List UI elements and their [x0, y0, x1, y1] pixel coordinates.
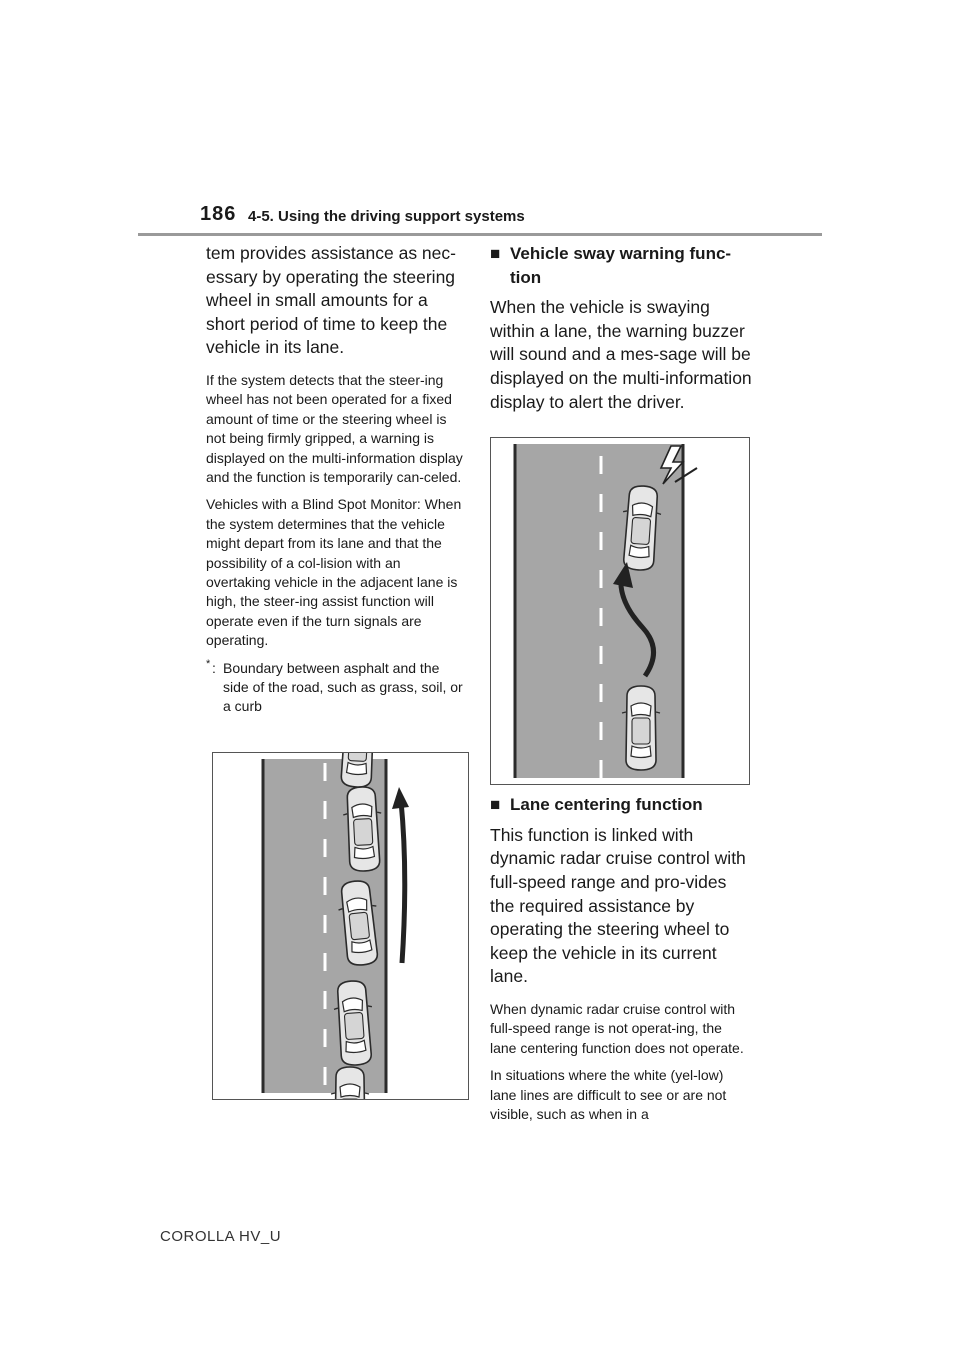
- arrow-head-icon: [392, 787, 409, 809]
- vehicle-sway-paragraph: When the vehicle is swaying within a lane, the warning buzzer will sound and a mes-sage will be displayed on the multi-information display to alert the driver.: [490, 297, 752, 412]
- bullet-square-icon: ■: [490, 795, 501, 815]
- left-column: [206, 242, 468, 717]
- note-blind-spot-monitor: Vehicles with a Blind Spot Monitor: When the system determines that the vehicle might depart from its lane and that the possibility of a col-lision with an overtaking vehicle in the adjacent lane is high, the steer-ing assist function will operate even if the turn signals are operating.: [206, 496, 462, 649]
- bullet-square-icon: ■: [490, 244, 501, 263]
- section-title: 4-5. Using the driving support systems: [248, 208, 525, 225]
- heading-vehicle-sway: [490, 242, 752, 289]
- footnote-marker: *: [206, 657, 211, 670]
- figure-vehicle-sway: [490, 437, 750, 785]
- car-icon: [622, 686, 660, 770]
- heading-vehicle-sway-text: Vehicle sway warning func-tion: [510, 244, 732, 287]
- vehicle-sway-illustration: [491, 438, 749, 784]
- note-steering-not-operated: If the system detects that the steer-ing wheel has not been operated for a fixed amount of time or the steering wheel is not being firmly gripped, a warning is displayed on the multi-information display and the function is temporarily can-celed.: [206, 371, 463, 485]
- steering-assist-illustration: [213, 753, 468, 1099]
- note-radar-cruise: When dynamic radar cruise control with full-speed range is not operat-ing, the lane centering function does not operate.: [490, 1000, 744, 1056]
- footnote: * : Boundary between asphalt and the side of the road, such as grass, soil, or a curb: [206, 659, 468, 717]
- lane-centering-paragraph: This function is linked with dynamic radar cruise control with full-speed range and pro-vides the required assistance by operating the steering wheel to keep the vehicle in its current lane.: [490, 824, 746, 987]
- footer-model-code: COROLLA HV_U: [160, 1228, 282, 1245]
- figure-steering-assist: [212, 752, 469, 1100]
- intro-paragraph: tem provides assistance as nec-essary by operating the steering wheel in small amounts for a short period of time to keep the vehicle in its lane.: [206, 243, 456, 358]
- footnote-text: Boundary between asphalt and the side of the road, such as grass, soil, or a curb: [223, 659, 463, 715]
- header-rule: [138, 233, 822, 236]
- heading-lane-centering: [490, 793, 752, 817]
- note-lane-lines: In situations where the white (yel-low) lane lines are difficult to see or are not visible, such as when in a: [490, 1067, 727, 1122]
- arrow-icon: [401, 801, 405, 963]
- heading-lane-centering-text: Lane centering function: [510, 795, 703, 815]
- car-icon: [331, 1067, 369, 1099]
- page-number: 186: [200, 203, 237, 225]
